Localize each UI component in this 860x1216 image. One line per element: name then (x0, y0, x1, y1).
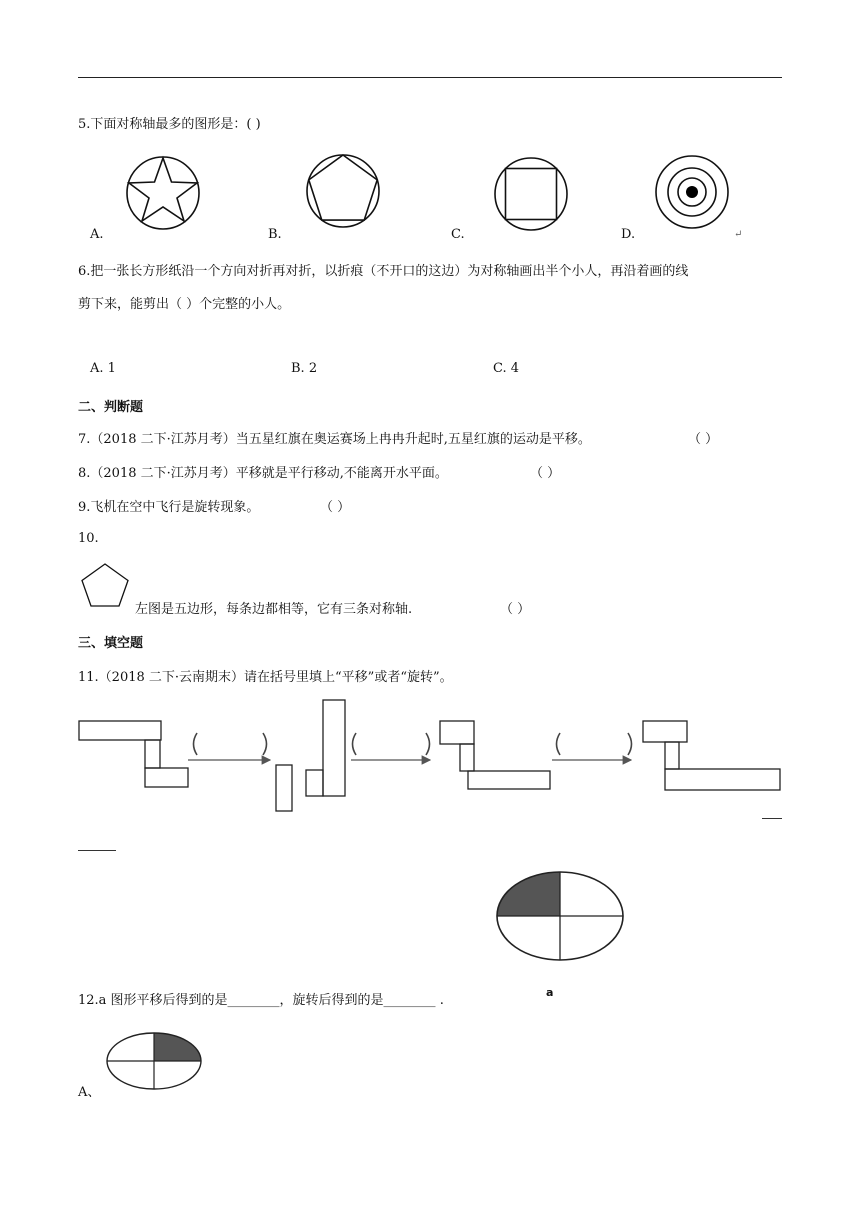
q11-transformation-sequence (78, 698, 783, 813)
return-mark: ↵ (734, 229, 743, 240)
section-title-fill-blank: 三、填空题 (78, 636, 144, 651)
q9-text: 9.飞机在空中飞行是旋转现象。 (78, 500, 260, 515)
q5-option-a: A. (90, 227, 104, 242)
q6-line1: 6.把一张长方形纸沿一个方向对折再对折，以折痕（不开口的这边）为对称轴画出半个小人，再沿着画的线 (78, 264, 689, 279)
top-rule (78, 77, 782, 78)
q10-number: 10. (78, 531, 99, 546)
q12-figure-a-ellipse (495, 870, 625, 962)
q5-option-c: C. (451, 227, 465, 242)
q11-answer-line-continued (78, 850, 116, 851)
section-title-judgement: 二、判断题 (78, 400, 144, 415)
q5-figure-c-square-in-circle (493, 156, 569, 232)
q12-text: 12.a 图形平移后得到的是________，旋转后得到的是________ . (78, 993, 444, 1008)
q7-text: 7.（2018 二下·江苏月考）当五星红旗在奥运赛场上冉冉升起时,五星红旗的运动是平移。 (78, 432, 591, 447)
q6-line2: 剪下来，能剪出（ ）个完整的小人。 (78, 297, 291, 312)
q5-figure-a-star-in-circle (125, 155, 201, 231)
q5-figure-b-pentagon-in-circle (305, 153, 381, 229)
q5-stem: 5.下面对称轴最多的图形是：( ) (78, 117, 261, 132)
q11-text: 11.（2018 二下·云南期末）请在括号里填上“平移”或者“旋转”。 (78, 670, 453, 685)
q6-option-b: B. 2 (291, 361, 318, 376)
q6-option-a: A. 1 (90, 361, 116, 376)
q12-option-a-label: A、 (78, 1085, 101, 1100)
q5-option-b: B. (268, 227, 282, 242)
q10-text: 左图是五边形，每条边都相等，它有三条对称轴. (135, 602, 413, 617)
q5-option-d: D. (621, 227, 636, 242)
q9-answer-paren: （ ） (320, 500, 351, 515)
q10-pentagon-figure (80, 562, 130, 608)
q6-option-c: C. 4 (493, 361, 520, 376)
q8-answer-paren: （ ） (530, 466, 561, 481)
q7-answer-paren: （ ） (688, 432, 719, 447)
q5-figure-d-concentric-circles (654, 154, 730, 230)
q12-figure-label: a (546, 986, 554, 999)
q10-answer-paren: （ ） (500, 602, 531, 617)
q12-option-a-ellipse (105, 1031, 203, 1091)
q8-text: 8.（2018 二下·江苏月考）平移就是平行移动,不能离开水平面。 (78, 466, 448, 481)
q11-answer-line-end (762, 818, 782, 819)
